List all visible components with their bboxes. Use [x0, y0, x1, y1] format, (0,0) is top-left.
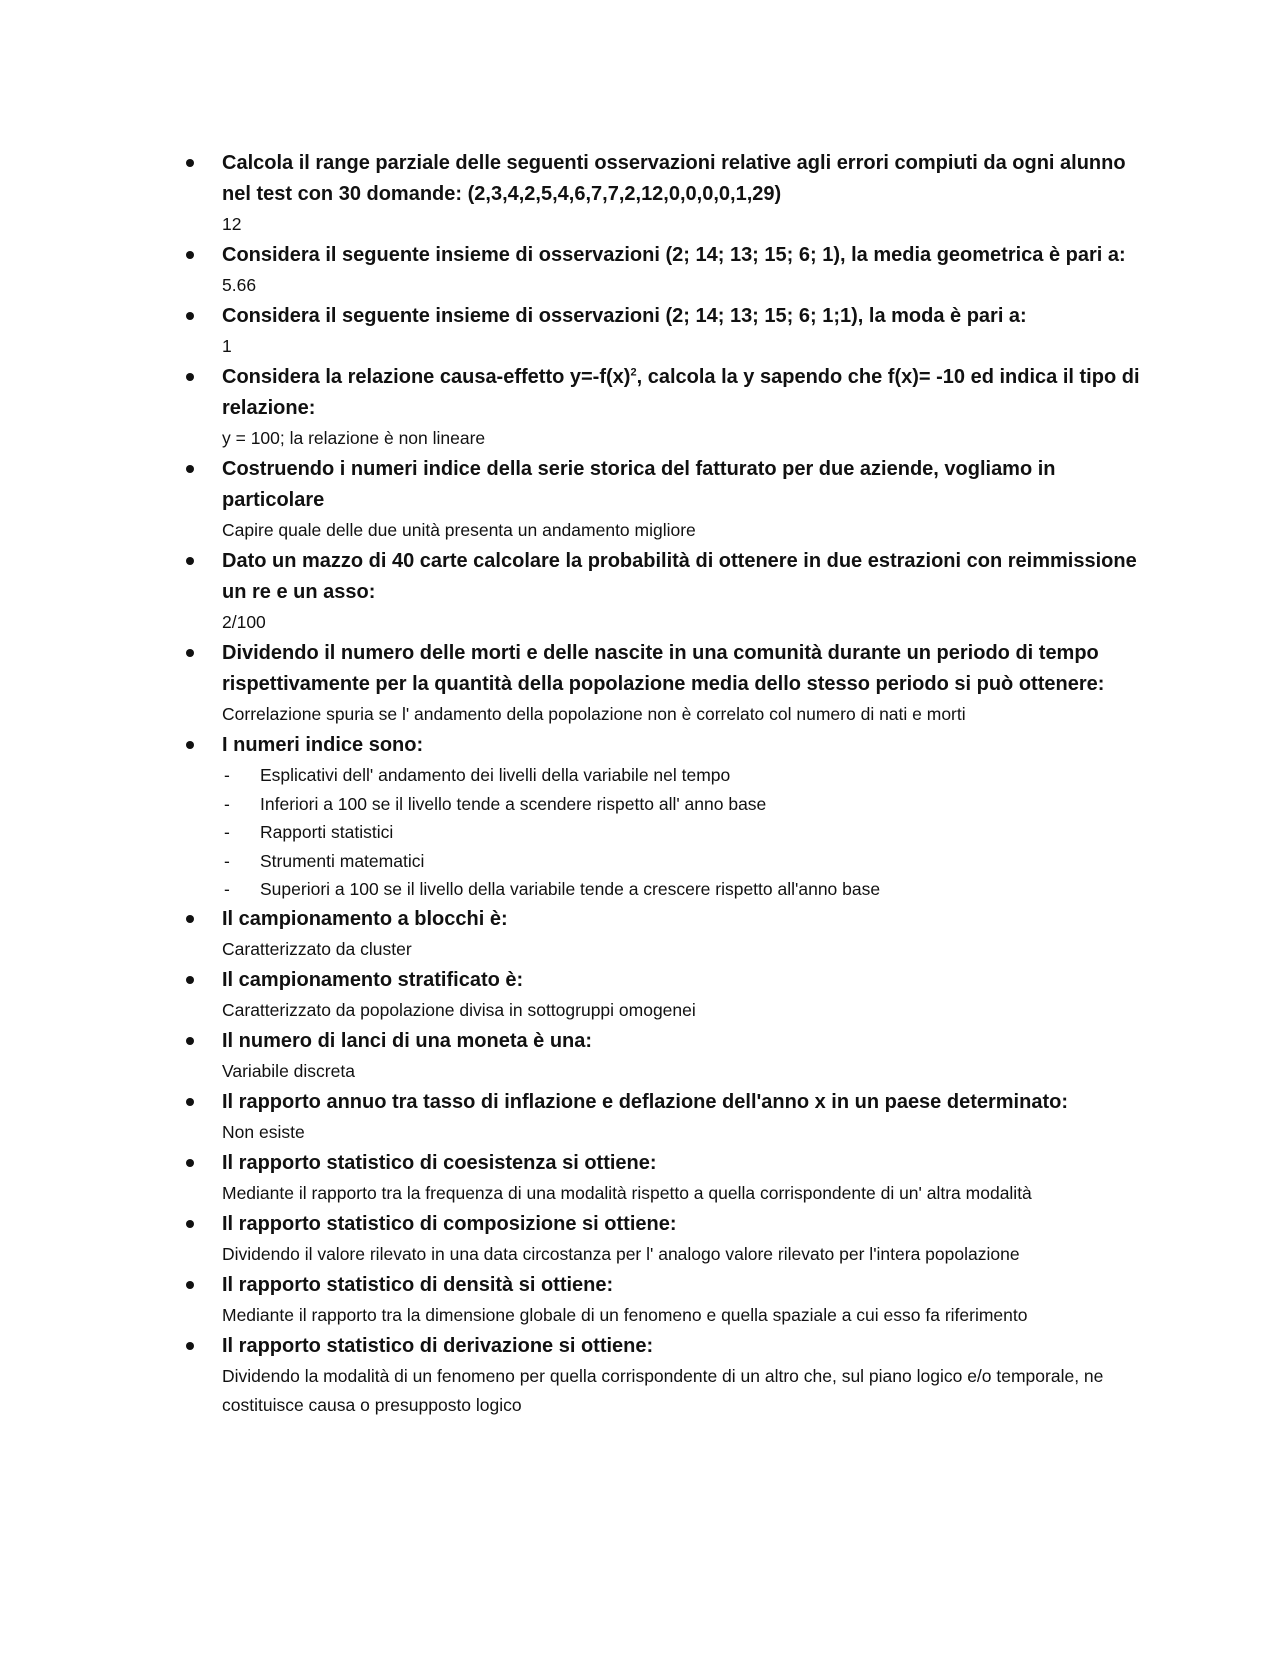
answer-text: Capire quale delle due unità presenta un andamento migliore: [222, 520, 696, 540]
list-item: [182, 730, 1142, 904]
option-text: Superiori a 100 se il livello della variabile tende a crescere rispetto all'anno base: [260, 879, 881, 899]
question-text: Calcola il range parziale delle seguenti osservazioni relative agli errori compiuti da ogni alunno nel test con 30 domande: (2,3,4,2,5,4,6,7,7,2,12,0,0,0,0,1,29): [222, 152, 1126, 205]
question-text: Il rapporto annuo tra tasso di inflazione e deflazione dell'anno x in un paese determinato:: [222, 1090, 1068, 1113]
question-text: Il rapporto statistico di composizione si ottiene:: [222, 1212, 677, 1235]
answer-text: Caratterizzato da cluster: [222, 938, 412, 959]
list-item: [182, 1209, 1142, 1269]
bullet-icon: [186, 1220, 194, 1228]
answer-text: Non esiste: [222, 1121, 305, 1142]
bullet-icon: [186, 1281, 194, 1289]
answer-text: 5.66: [222, 275, 257, 295]
bullet-icon: [186, 741, 194, 749]
answer-text: Correlazione spuria se l' andamento della popolazione non è correlato col numero di nati e morti: [222, 704, 966, 724]
question-text: Costruendo i numeri indice della serie storica del fatturato per due aziende, vogliamo in particolare: [222, 458, 1056, 511]
list-item: [182, 638, 1142, 729]
bullet-icon: [186, 557, 194, 565]
list-item: [182, 546, 1142, 637]
answer-text: Dividendo la modalità di un fenomeno per quella corrispondente di un altro che, sul piano logico e/o temporale, ne costituisce causa o presupposto logico: [222, 1365, 1104, 1415]
dash-icon: -: [224, 793, 230, 814]
question-text: Dato un mazzo di 40 carte calcolare la probabilità di ottenere in due estrazioni con reimmissione un re e un asso:: [222, 550, 1137, 603]
option-text: Esplicativi dell' andamento dei livelli della variabile nel tempo: [260, 765, 731, 785]
answer-text: 2/100: [222, 612, 266, 632]
question-text-part: Considera la relazione causa-effetto y=-f(x): [222, 366, 631, 388]
question-text: Il rapporto statistico di densità si ottiene:: [222, 1273, 614, 1296]
option-text: Rapporti statistici: [260, 822, 394, 842]
list-item: [182, 148, 1142, 239]
question-text: Il campionamento stratificato è:: [222, 968, 524, 991]
question-text: Considera il seguente insieme di osservazioni (2; 14; 13; 15; 6; 1), la media geometrica è pari a:: [222, 244, 1126, 266]
answer-text: Caratterizzato da popolazione divisa in sottogruppi omogenei: [222, 999, 696, 1020]
question-text: [222, 362, 1142, 424]
question-text: Il numero di lanci di una moneta è una:: [222, 1029, 593, 1052]
answer-text: 12: [222, 214, 242, 234]
question-text: Il rapporto statistico di derivazione si ottiene:: [222, 1334, 654, 1357]
document-page: [182, 148, 1142, 1421]
bullet-icon: [186, 465, 194, 473]
list-item: [182, 1087, 1142, 1147]
bullet-icon: [186, 251, 194, 259]
exponent: 2: [630, 366, 637, 379]
dash-icon: -: [224, 765, 230, 785]
bullet-icon: [186, 159, 194, 167]
bullet-icon: [186, 976, 194, 984]
list-item: [182, 240, 1142, 300]
answer-text: 1: [222, 336, 232, 356]
option-text: Strumenti matematici: [260, 850, 425, 871]
question-text-part: , calcola la y sapendo che f(x)= -10 ed indica il tipo di relazione:: [222, 366, 1140, 419]
list-item: [182, 904, 1142, 964]
dash-icon: -: [224, 879, 230, 899]
list-item: [182, 1148, 1142, 1208]
option-item: [222, 790, 1142, 819]
bullet-icon: [186, 649, 194, 657]
option-item: [222, 847, 1142, 876]
bullet-icon: [186, 1342, 194, 1350]
option-text: Inferiori a 100 se il livello tende a scendere rispetto all' anno base: [260, 793, 767, 814]
list-item: [182, 1331, 1142, 1420]
dash-icon: -: [224, 822, 230, 842]
bullet-icon: [186, 1098, 194, 1106]
list-item: [182, 1270, 1142, 1330]
option-item: [222, 761, 1142, 790]
options-list: [222, 761, 1142, 904]
list-item: [182, 362, 1142, 453]
answer-text: Mediante il rapporto tra la dimensione globale di un fenomeno e quella spaziale a cui esso fa riferimento: [222, 1304, 1028, 1325]
dash-icon: -: [224, 850, 230, 871]
question-text: Il rapporto statistico di coesistenza si ottiene:: [222, 1151, 657, 1174]
answer-text: y = 100; la relazione è non lineare: [222, 428, 486, 448]
list-item: [182, 454, 1142, 545]
bullet-icon: [186, 915, 194, 923]
bullet-icon: [186, 312, 194, 320]
question-text: Dividendo il numero delle morti e delle nascite in una comunità durante un periodo di tempo rispettivamente per la quantità della popolazione media dello stesso periodo si può ottenere:: [222, 642, 1105, 695]
list-item: [182, 965, 1142, 1025]
list-item: [182, 1026, 1142, 1086]
bullet-icon: [186, 1159, 194, 1167]
option-item: [222, 818, 1142, 847]
question-text: I numeri indice sono:: [222, 734, 424, 756]
question-text: Il campionamento a blocchi è:: [222, 907, 508, 930]
question-text: Considera il seguente insieme di osservazioni (2; 14; 13; 15; 6; 1;1), la moda è pari a:: [222, 305, 1027, 327]
answer-text: Variabile discreta: [222, 1060, 355, 1081]
bullet-icon: [186, 373, 194, 381]
list-item: [182, 301, 1142, 361]
answer-text: Dividendo il valore rilevato in una data circostanza per l' analogo valore rilevato per l'intera popolazione: [222, 1243, 1020, 1264]
option-item: [222, 875, 1142, 904]
answer-text: Mediante il rapporto tra la frequenza di una modalità rispetto a quella corrispondente di un' altra modalità: [222, 1182, 1032, 1203]
bullet-icon: [186, 1037, 194, 1045]
